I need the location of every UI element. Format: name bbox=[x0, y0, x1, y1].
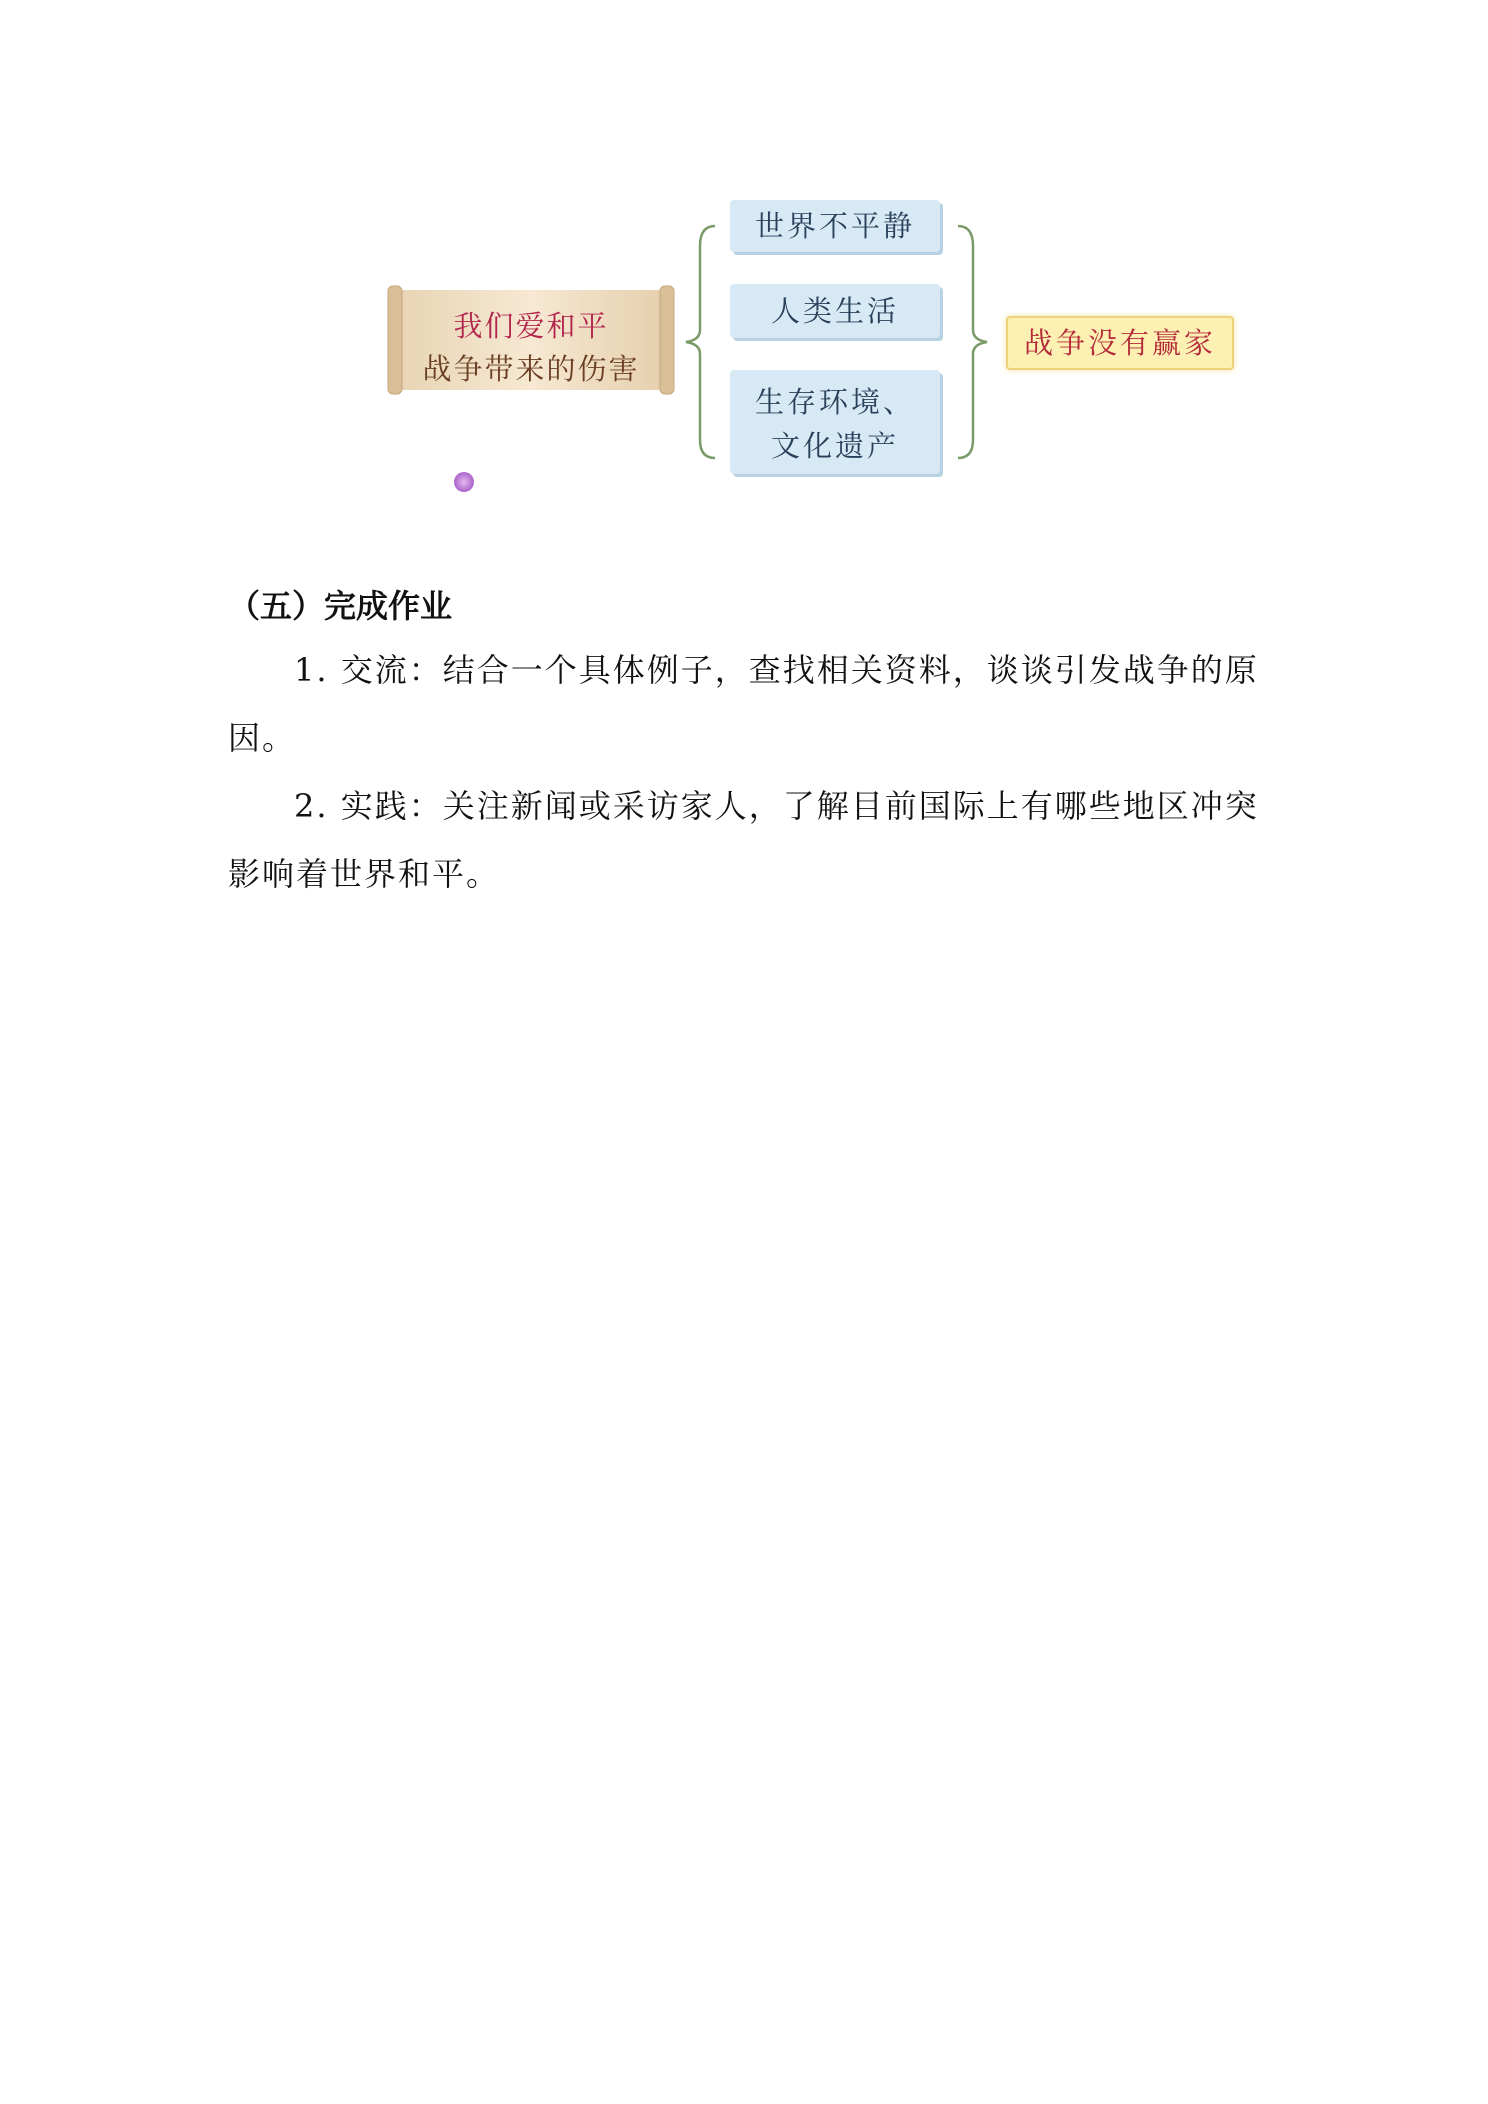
branch-label: 人类生活 bbox=[770, 294, 899, 328]
branch-label: 世界不平静 bbox=[754, 209, 915, 243]
homework-item-1: 1. 交流：结合一个具体例子，查找相关资料，谈谈引发战争的原因。 bbox=[228, 651, 1259, 757]
homework-item-2: 2. 实践：关注新闻或采访家人，了解目前国际上有哪些地区冲突影响着世界和平。 bbox=[228, 787, 1259, 893]
section-heading: （五）完成作业 bbox=[228, 587, 453, 625]
branch-box-environment bbox=[730, 370, 940, 474]
topic-scroll bbox=[386, 284, 676, 396]
conclusion-box: 战争没有赢家 bbox=[1006, 316, 1234, 370]
purple-dot-icon bbox=[454, 472, 474, 492]
branch-label-second-line: 文化遗产 bbox=[770, 429, 899, 463]
homework-section bbox=[228, 576, 1268, 908]
branch-box-world bbox=[730, 200, 940, 252]
branch-label: 生存环境、 bbox=[754, 385, 915, 419]
scroll-subtitle: 战争带来的伤害 bbox=[422, 352, 640, 386]
mind-map-diagram bbox=[370, 190, 1250, 520]
branch-box-human-life bbox=[730, 284, 940, 338]
scroll-title: 我们爱和平 bbox=[453, 309, 609, 343]
